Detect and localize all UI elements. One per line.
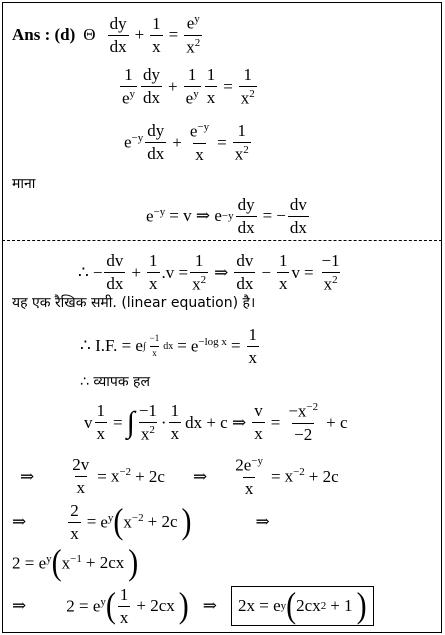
equation-line-2: $\frac{1}{e^y}$ $\frac{dy}{dx}$ + $\frac{1}{e^y}$ $\frac{1}{x}$ = $\frac{1}{x^2}$ [122,65,255,108]
because-symbol: Θ [83,25,96,44]
section-divider [2,240,442,241]
final-line: ⇒ $2 = e^y$ ( $\frac{1}{x}$ + 2cx ) ⇒ 2x = e y ( 2cx 2 + 1 ) [12,586,374,627]
integrating-factor-line: ∴ I.F. = e ∫ $\frac{-1}{x}$ dx = $e^{-log x}$ = $\frac{1}{x}$ [80,325,258,367]
answer-label: Ans : (d) [12,25,76,44]
equation-line-3: $e^{-y}$ $\frac{dy}{dx}$ + $\frac{e^{-y}}{x}$ = $\frac{1}{x^2}$ [124,121,249,164]
integral-sign: ∫ [126,405,135,439]
step-line-3: $2 = e^y$ ( $x^{-1}$ + 2cx ) [12,542,139,583]
fraction-dy-dx: $\frac{dy}{dx}$ [109,13,127,56]
linear-equation-note: यह एक रैखिक समी. (linear equation) है। [12,295,256,311]
fraction-1-x: $\frac{1}{x}$ [152,13,161,56]
solution-integral-line: v $\frac{1}{x}$ = ∫ $\frac{-1}{x^2}$ · $\frac{1}{x}$ dx + c ⇒ $\frac{v}{x}$ = $\frac{-x^{-2}}{-2}$ + c [84,401,348,444]
final-answer-box: 2x = e y ( 2cx 2 + 1 ) [231,586,374,626]
substitution-line: $e^{-y}$ = v ⇒ e −y $\frac{dy}{dx}$ = − $\frac{dv}{dx}$ [146,195,307,237]
step-line-2: ⇒ $\frac{2}{x}$ = $e^y$ ( $x^{-2}$ + 2c ) ⇒ [12,501,270,543]
equation-line-1: Ans : (d) Θ $\frac{dy}{dx}$ + $\frac{1}{x}$ = $\frac{e^y}{x^2}$ [12,13,201,57]
linear-form-line: ∴ − $\frac{dv}{dx}$ + $\frac{1}{x}$ .v = $\frac{1}{x^2}$ ⇒ $\frac{dv}{dx}$ − $\frac{1}{x}$ v = $\frac{-1}{x^2}$ [78,251,340,294]
general-solution-label: ∴ व्यापक हल [80,374,150,390]
let-label: माना [12,176,36,192]
fraction-ey-x2: $\frac{e^y}{x^2}$ [186,13,201,57]
step-line-1: ⇒ $\frac{2v}{x}$ = $x^{-2}$ + 2c ⇒ $\frac{2e^{-y}}{x}$ = $x^{-2}$ + 2c [20,455,339,498]
